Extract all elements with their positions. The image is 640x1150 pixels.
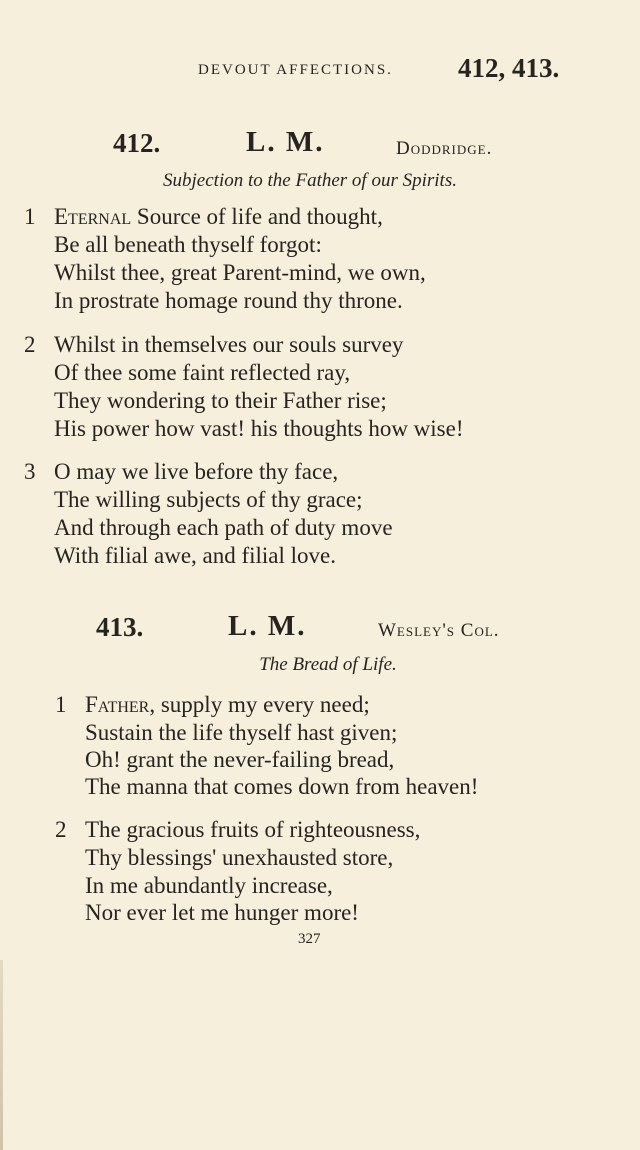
verse-line: Nor ever let me hunger more!: [85, 900, 359, 925]
verse-line: [54, 204, 383, 230]
verse-line: The gracious fruits of righteousness,: [85, 817, 421, 842]
verse-first-word: Father,: [85, 692, 156, 717]
verse-number: 1: [55, 692, 67, 717]
verse-line: Oh! grant the never-failing bread,: [85, 747, 395, 772]
verse-first-word: Eternal: [54, 204, 132, 229]
verse-line: The willing subjects of thy grace;: [54, 487, 363, 512]
verse-line: The manna that comes down from heaven!: [85, 774, 479, 799]
running-head-title: DEVOUT AFFECTIONS.: [198, 62, 393, 78]
hymn-author: Doddridge.: [396, 138, 493, 159]
verse-number: 2: [55, 817, 67, 842]
verse-number: 1: [24, 204, 36, 229]
verse-line: His power how vast! his thoughts how wise!: [54, 416, 464, 441]
verse-line: Whilst thee, great Parent-mind, we own,: [54, 260, 426, 285]
hymn-number: 412.: [113, 128, 161, 158]
verse-line: Sustain the life thyself hast given;: [85, 720, 398, 745]
running-head: [0, 54, 600, 88]
verse-line: In me abundantly increase,: [85, 873, 333, 898]
hymn-number: 413.: [96, 612, 144, 642]
hymn-412-subtitle: Subjection to the Father of our Spirits.: [163, 170, 457, 191]
verse-line: [85, 692, 370, 718]
verse-line: They wondering to their Father rise;: [54, 388, 387, 413]
page-edge-shadow: [0, 960, 3, 1150]
verse-line: Whilst in themselves our souls survey: [54, 332, 404, 357]
running-head-hymn-numbers: 412, 413.: [458, 53, 560, 83]
verse-line: In prostrate homage round thy throne.: [54, 288, 403, 313]
verse-line: O may we live before thy face,: [54, 459, 339, 484]
verse-first-rest: supply my every need;: [155, 692, 370, 717]
verse-line: Be all beneath thyself forgot:: [54, 232, 322, 257]
hymn-author: Wesley's Col.: [378, 620, 500, 641]
hymn-412-header: [0, 128, 640, 164]
page-number: 327: [298, 931, 321, 947]
hymn-meter: L. M.: [228, 610, 307, 642]
verse-line: With filial awe, and filial love.: [54, 543, 337, 568]
verse-number: 2: [24, 332, 36, 357]
hymn-413-subtitle: The Bread of Life.: [259, 654, 397, 675]
verse-line: Of thee some faint reflected ray,: [54, 360, 351, 385]
verse-line: And through each path of duty move: [54, 515, 393, 540]
hymn-meter: L. M.: [246, 126, 325, 158]
verse-line: Thy blessings' unexhausted store,: [85, 845, 394, 870]
hymn-413-header: [0, 612, 640, 648]
verse-number: 3: [24, 459, 36, 484]
verse-first-rest: Source of life and thought,: [131, 204, 383, 229]
